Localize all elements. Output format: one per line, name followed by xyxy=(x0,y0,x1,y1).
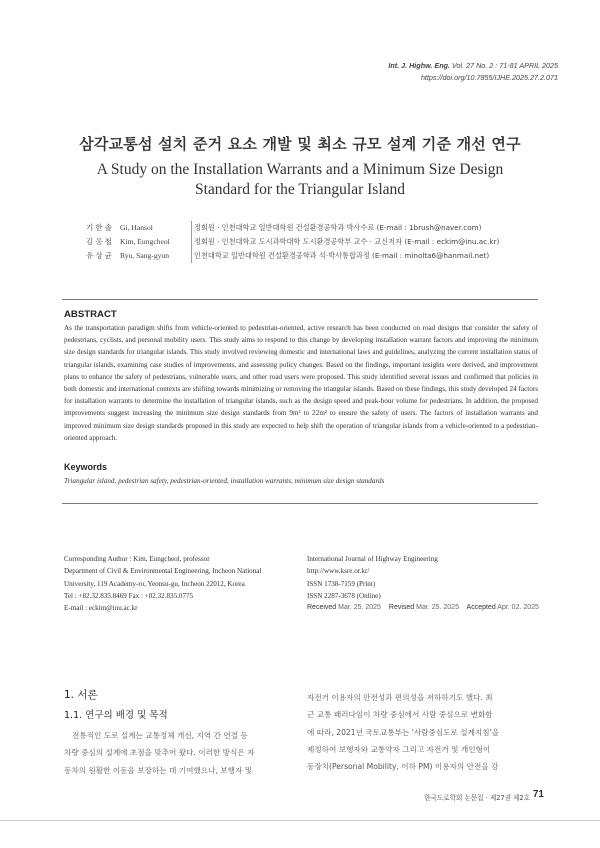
author-name-en: Ryu, Sang-gyun xyxy=(120,251,170,261)
author-list xyxy=(86,221,499,264)
body-line: 차량 중심의 설계에 초점을 맞추어 왔다. 이러한 방식은 자 xyxy=(64,748,255,758)
doi-link[interactable]: https://doi.org/10.7855/IJHE.2025.27.2.071 xyxy=(420,73,558,82)
author-affiliation: 정회원 · 인천대학교 도시과학대학 도시환경공학부 교수 · 교신저자 (E-mail : eckim@inu.ac.kr) xyxy=(194,237,500,247)
abstract-bottom-rule xyxy=(62,503,538,504)
correspondence-email: E-mail : eckim@inu.ac.kr xyxy=(64,604,138,613)
journal-info-block xyxy=(307,553,545,614)
correspondence-line: Department of Civil & Environmental Engineering, Incheon National xyxy=(64,567,262,576)
keywords-text: Triangular island, pedestrian safety, pedestrian-oriented, installation warrants, minimum size design standards xyxy=(64,477,385,485)
body-line: 에 따라, 2021년 국토교통부는 '사람중심도로 설계지침'을 xyxy=(307,727,500,737)
revised-date: Mar. 25. 2025 xyxy=(416,604,459,612)
author-row xyxy=(86,235,499,249)
author-name-en: Gi, Hansol xyxy=(120,223,153,232)
journal-info-line: ISSN 2287-3678 (Online) xyxy=(307,591,381,600)
body-line: 동차의 원활한 이동을 보장하는 데 기여했으나, 보행자 및 xyxy=(64,765,253,775)
journal-citation xyxy=(388,60,558,84)
abstract-heading: ABSTRACT xyxy=(64,309,117,320)
received-date: Mar. 25. 2025 xyxy=(338,604,381,612)
body-line: 자전거 이용자의 안전성과 편의성을 저하하기도 했다. 최 xyxy=(307,693,493,702)
body-left-column xyxy=(64,727,294,779)
keywords-heading: Keywords xyxy=(64,462,108,472)
title-english: A Study on the Installation Warrants and a Minimum Size Design Standard for the Triangular Island xyxy=(96,161,504,198)
journal-name: Int. J. Highw. Eng. xyxy=(388,61,450,70)
author-name-en: Kim, Eungcheol xyxy=(120,237,170,247)
body-line: 전통적인 도로 설계는 교통정체 개선, 지역 간 연결 등 xyxy=(72,731,248,740)
corresponding-author-block xyxy=(64,553,261,614)
body-line: 제정하여 보행자와 교통약자 그리고 자전거 및 개인형이 xyxy=(307,744,491,754)
author-affiliation: 인천대학교 일반대학원 건설환경공학과 석·박사통합과정 (E-mail : minolta6@hanmail.net) xyxy=(194,251,490,261)
abstract-top-rule xyxy=(62,299,538,300)
author-affiliation: 정회원 · 인천대학교 일반대학원 건설환경공학과 박사수료 (E-mail : 1brush@naver.com) xyxy=(194,223,482,232)
footer-journal: 한국도로학회 논문집 · 제27권 제2호 xyxy=(424,794,530,802)
journal-info-line: International Journal of Highway Engineering xyxy=(307,555,438,563)
author-name-ko: 기한솔 xyxy=(86,223,115,232)
accepted-label: Accepted xyxy=(466,604,496,612)
body-line: 동장치(Personal Mobility, 이하 PM) 이용자의 안전을 강 xyxy=(307,762,499,772)
title-korean: 삼각교통섬 설치 준거 요소 개발 및 최소 규모 설계 기준 개선 연구 xyxy=(79,135,521,153)
footer-rule xyxy=(0,820,600,821)
abstract-text: As the transportation paradigm shifts from vehicle-oriented to pedestrian-oriented, active research has been conducted on road designs that consider the safety of pedestrians, cyclists, and personal mobility users. This study aims to respond to this change by developing installation warrant factors and improving the minimum size design standards for triangular islands. This study involved reviewing domestic and international laws and guidelines, analyzing the current installation status of triangular islands, examining case studies of improvements, and assessing policy changes. Based on the findings, important insights were derived, and improvement plans to enhance the safety of pedestrians, vulnerable users, and other road users were proposed. This study identified several issues and confirmed that policies in both domestic and international contexts are shifting towards minimizing or removing the triangular islands. Based on these findings, this study developed 24 factors for installation warrants to determine the installation of triangular islands, such as the design speed and peak-hour volume for pedestrians. In addition, the proposed improvements suggest increasing the minimum size design standards from 9m² to 22m² to ensure the safety of users. The factors of installation warrants and improved minimum size design standards proposed in this study are expected to help shift the operation of triangular islands from a vehicle-oriented to a pedestrian-oriented approach. xyxy=(64,324,538,442)
author-name-ko: 유상균 xyxy=(86,251,115,261)
author-row xyxy=(86,221,499,235)
correspondence-line: University, 119 Academy-ro, Yeonsu-gu, Incheon 22012, Korea xyxy=(64,579,245,588)
body-line: 근 교통 패러다임이 차량 중심에서 사람 중심으로 변화함 xyxy=(307,710,493,720)
section-heading: 1. 서론 xyxy=(64,689,98,701)
author-name-ko: 김응철 xyxy=(86,237,115,247)
author-row xyxy=(86,249,499,263)
received-label: Received xyxy=(307,604,337,612)
volume-pages: Vol. 27 No. 2 : 71-81 APRIL 2025 xyxy=(451,61,558,70)
correspondence-line: Tel : +82.32.835.8469 Fax : +82.32.835.0775 xyxy=(64,591,194,600)
page-number: 71 xyxy=(532,789,544,800)
accepted-date: Apr. 02. 2025 xyxy=(497,604,539,612)
author-divider xyxy=(191,221,192,263)
article-dates xyxy=(307,602,545,614)
correspondence-line: Corresponding Author : Kim, Eungcheol, professor xyxy=(64,555,210,563)
revised-label: Revised xyxy=(388,604,415,612)
body-right-column xyxy=(307,689,538,775)
journal-website-link[interactable]: http://www.ksre.or.kr/ xyxy=(307,567,370,576)
subsection-heading: 1.1. 연구의 배경 및 목적 xyxy=(64,710,168,721)
journal-info-line: ISSN 1738-7159 (Print) xyxy=(307,579,376,588)
